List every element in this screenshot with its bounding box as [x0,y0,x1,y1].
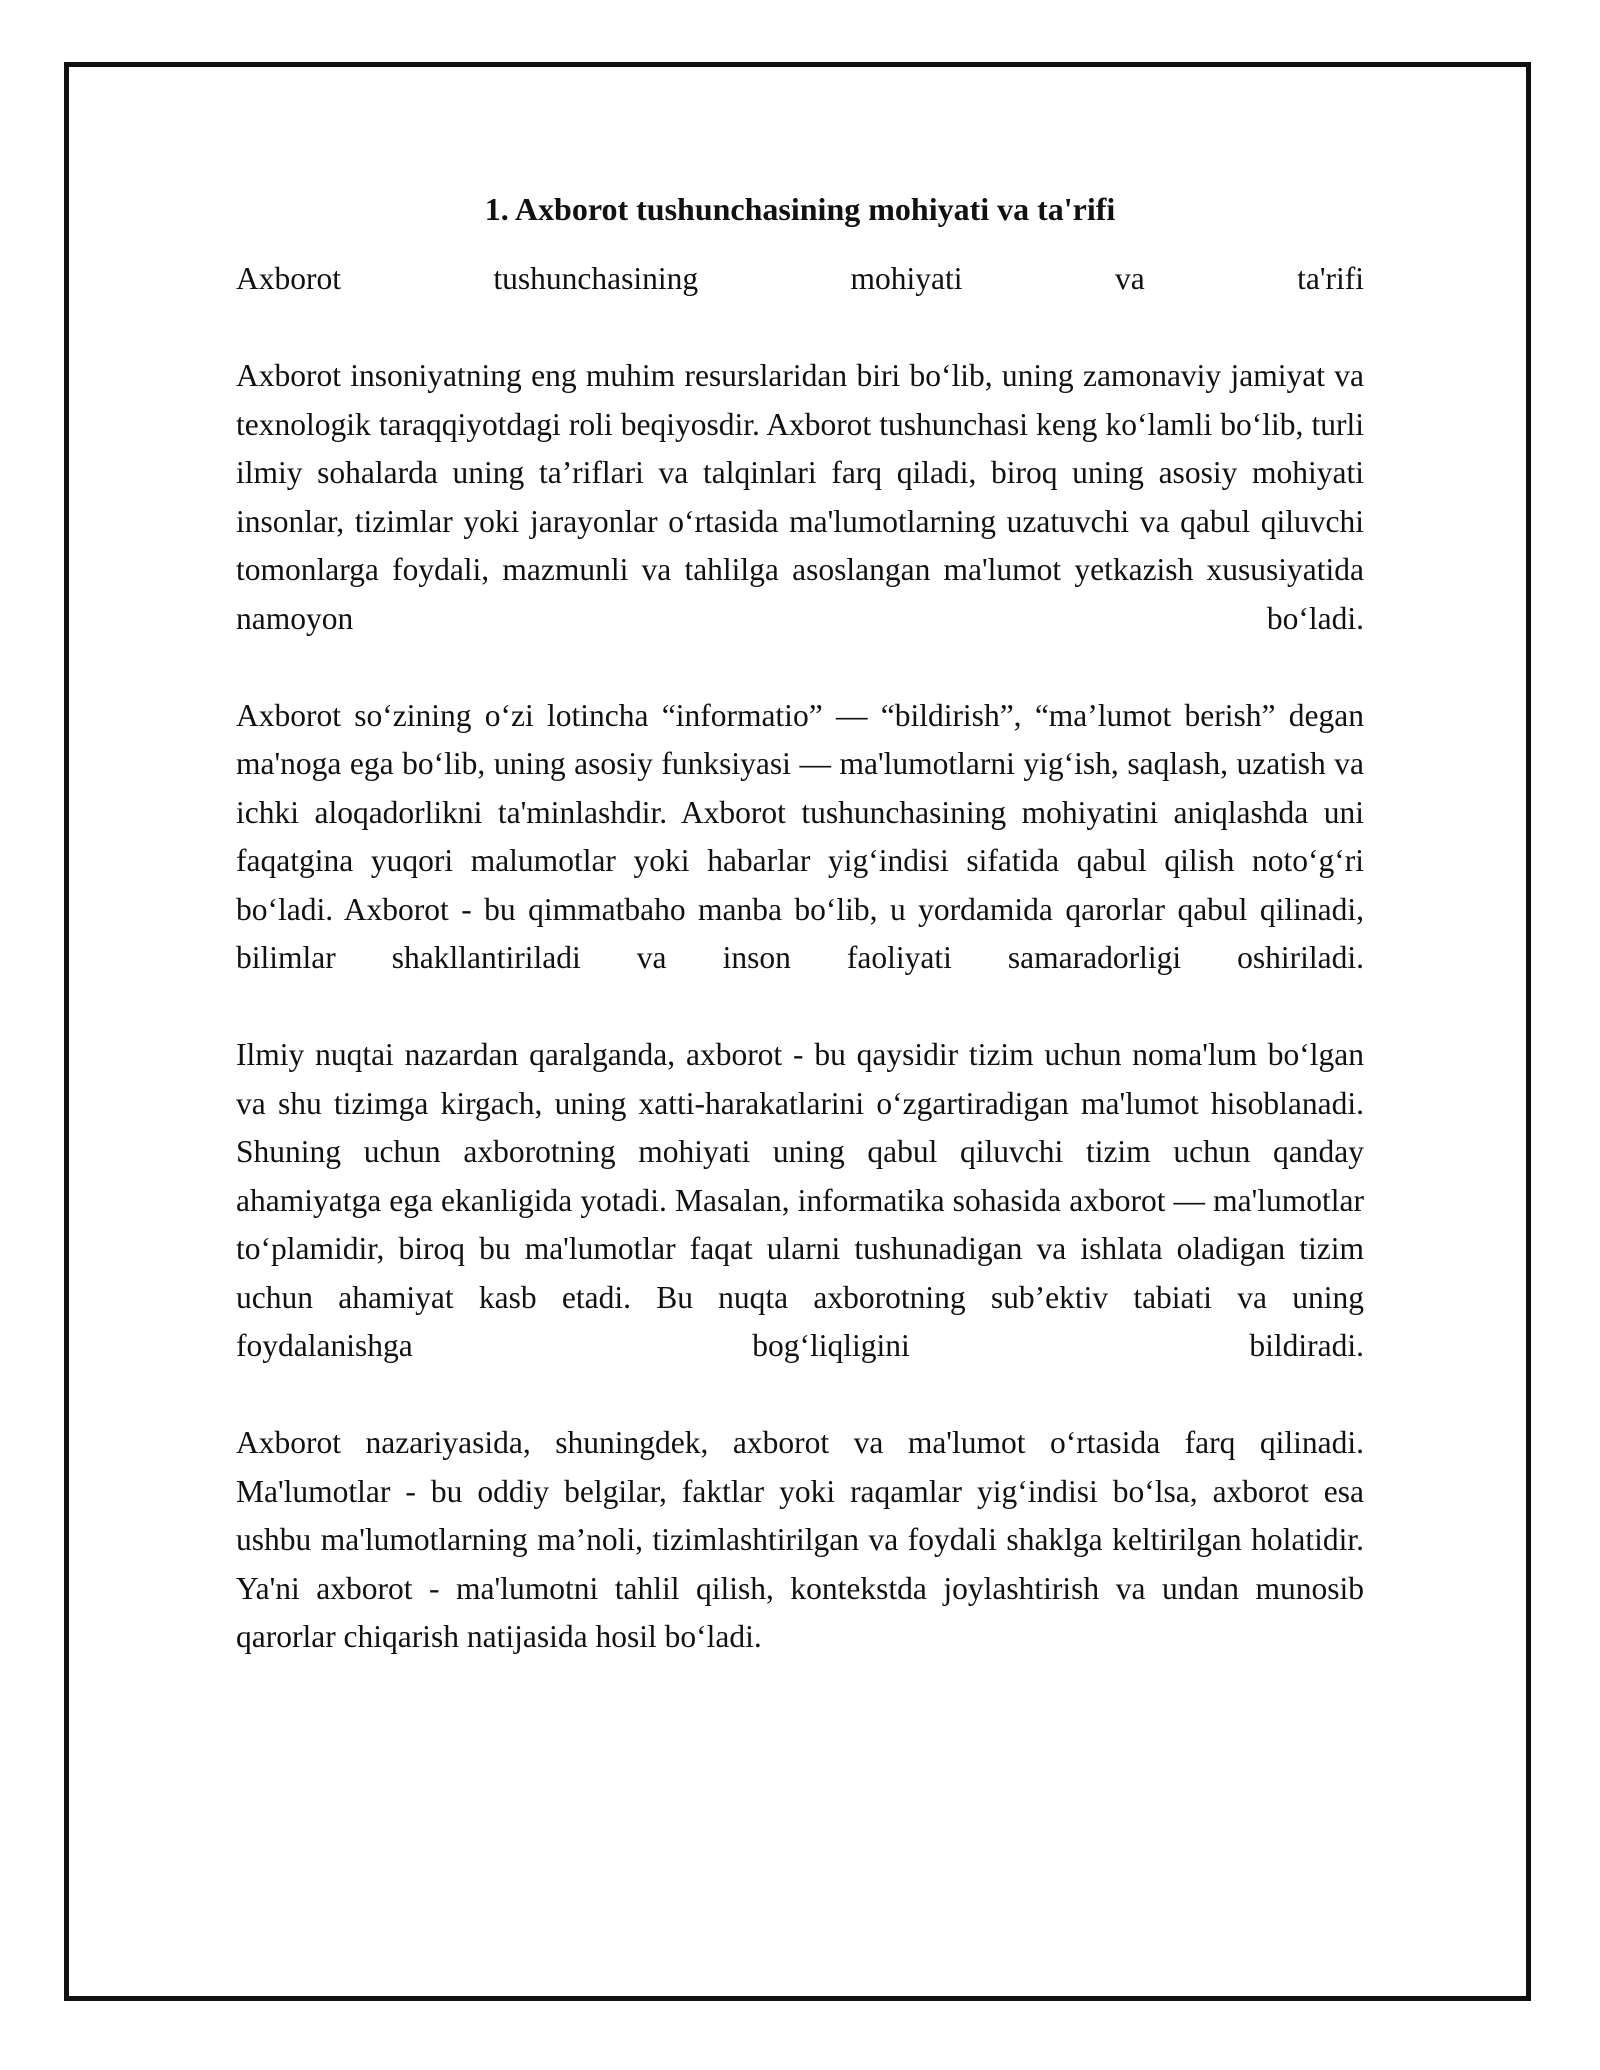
paragraph-2: Axborot so‘zining o‘zi lotincha “informatio” — “bildirish”, “ma’lumot berish” degan ma'noga ega bo‘lib, uning asosiy funksiyasi — ma'lumotlarni yig‘ish, saqlash, uzatish va ichki aloqadorlikni ta'minlashdir. Axborot tushunchasining mohiyatini aniqlashda uni faqatgina yuqori malumotlar yoki habarlar yig‘indisi sifatida qabul qilish noto‘g‘ri bo‘ladi. Axborot - bu qimmatbaho manba bo‘lib, u yordamida qarorlar qabul qilinadi, bilimlar shakllantiriladi va inson faoliyati samaradorligi oshiriladi. [236,697,1364,975]
paragraph-1: Axborot insoniyatning eng muhim resurslaridan biri bo‘lib, uning zamonaviy jamiyat va texnologik taraqqiyotdagi roli beqiyosdir. Axborot tushunchasi keng ko‘lamli bo‘lib, turli ilmiy sohalarda uning ta’riflari va talqinlari farq qiladi, biroq uning asosiy mohiyati insonlar, tizimlar yoki jarayonlar o‘rtasida ma'lumotlarning uzatuvchi va qabul qiluvchi tomonlarga foydali, mazmunli va tahlilga asoslangan ma'lumot yetkazish xususiyatida namoyon bo‘ladi. [236,358,1364,636]
document-body [236,185,1364,1662]
paragraph-4: Axborot nazariyasida, shuningdek, axborot va ma'lumot o‘rtasida farq qilinadi. Ma'lumotlar - bu oddiy belgilar, faktlar yoki raqamlar yig‘indisi bo‘lsa, axborot esa ushbu ma'lumotlarning ma’noli, tizimlashtirilgan va foydali shaklga keltirilgan holatidir. Ya'ni axborot - ma'lumotni tahlil qilish, kontekstda joylashtirish va undan munosib qarorlar chiqarish natijasida hosil bo‘ladi. [236,1425,1364,1654]
paragraph-3: Ilmiy nuqtai nazardan qaralganda, axborot - bu qaysidir tizim uchun noma'lum bo‘lgan va shu tizimga kirgach, uning xatti-harakatlarini o‘zgartiradigan ma'lumot hisoblanadi. Shuning uchun axborotning mohiyati uning qabul qiluvchi tizim uchun qanday ahamiyatga ega ekanligida yotadi. Masalan, informatika sohasida axborot — ma'lumotlar to‘plamidir, biroq bu ma'lumotlar faqat ularni tushunadigan va ishlata oladigan tizim uchun ahamiyat kasb etadi. Bu nuqta axborotning sub’ektiv tabiati va uning foydalanishga bog‘liqligini bildiradi. [236,1037,1364,1363]
section-subheading: Axborot tushunchasining mohiyati va ta'rifi [236,261,1364,296]
document-title: 1. Axborot tushunchasining mohiyati va ta'rifi [484,191,1116,227]
